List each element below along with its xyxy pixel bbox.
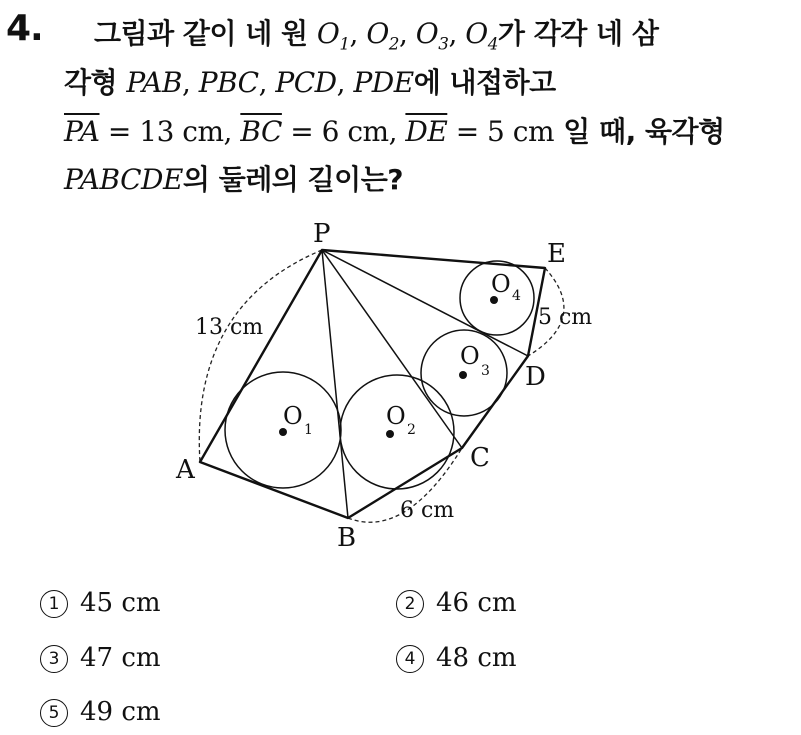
question-line-1: 그림과 같이 네 원 $O_1$, $O_2$, $O_3$, $O_4$가 각각 네 삼 bbox=[94, 17, 659, 54]
choice-3-number: 3 bbox=[40, 645, 68, 673]
choice-2-text: 46 cm bbox=[436, 588, 517, 618]
choice-5-text: 49 cm bbox=[80, 697, 161, 727]
triangle-pde: PDE bbox=[353, 66, 414, 99]
vertex-label-p: P bbox=[313, 219, 331, 249]
question-number: 4. bbox=[6, 8, 43, 49]
question-line-4: PABCDE의 둘레의 길이는? bbox=[64, 163, 403, 196]
circle-o4-name: $O_4$ bbox=[465, 17, 498, 54]
vertex-label-a: A bbox=[176, 455, 195, 485]
triangle-pbc: PBC bbox=[198, 66, 259, 99]
vertex-label-b: B bbox=[337, 523, 357, 553]
circle-o2-name: $O_2$ bbox=[366, 17, 399, 54]
center-label-o2-sub: 2 bbox=[407, 422, 416, 438]
center-label-o4-sub: 4 bbox=[512, 288, 521, 304]
segment-bc: $\overline{BC}$ bbox=[240, 115, 282, 148]
triangle-pcd: PCD bbox=[275, 66, 337, 99]
hexagon-name: PABCDE bbox=[64, 163, 183, 196]
choice-4-text: 48 cm bbox=[436, 643, 517, 673]
circle-o2 bbox=[340, 375, 454, 489]
circle-o3-name: $O_3$ bbox=[415, 17, 449, 54]
center-label-o1: O bbox=[283, 402, 303, 430]
choice-4-number: 4 bbox=[396, 645, 424, 673]
segment-pb bbox=[322, 250, 348, 518]
question-line-3: $\overline{PA} = 13$ cm, $\overline{BC} = 6$ cm, $\overline{DE} = 5$ cm 일 때, 육각형 bbox=[64, 115, 725, 148]
center-dot-o2 bbox=[386, 430, 394, 438]
choice-5-number: 5 bbox=[40, 699, 68, 727]
length-label-pa: 13 cm bbox=[195, 315, 264, 340]
choice-2[interactable] bbox=[396, 588, 517, 618]
triangle-pab: PAB bbox=[126, 66, 182, 99]
center-label-o4: O bbox=[491, 270, 511, 298]
choice-4[interactable] bbox=[396, 643, 517, 673]
choice-1-text: 45 cm bbox=[80, 588, 161, 618]
center-label-o3: O bbox=[460, 342, 480, 370]
center-label-o2: O bbox=[386, 402, 406, 430]
vertex-label-c: C bbox=[470, 443, 490, 473]
question-text: 그림과 같이 네 원 bbox=[94, 17, 317, 50]
segment-bc-value: = 6 cm bbox=[281, 115, 389, 148]
vertex-label-d: D bbox=[525, 362, 546, 392]
segment-pd bbox=[322, 250, 528, 356]
segment-de-value: = 5 cm bbox=[447, 115, 555, 148]
choice-3[interactable] bbox=[40, 643, 161, 673]
segment-pa-value: = 13 cm bbox=[99, 115, 224, 148]
circle-o1-name: $O_1$ bbox=[316, 17, 350, 54]
choice-1[interactable] bbox=[40, 588, 161, 618]
segment-de: $\overline{DE}$ bbox=[405, 115, 448, 148]
question-line-2: 각형 PAB, PBC, PCD, PDE에 내접하고 bbox=[64, 66, 556, 99]
center-label-o3-sub: 3 bbox=[481, 363, 490, 379]
choice-1-number: 1 bbox=[40, 590, 68, 618]
choice-5[interactable] bbox=[40, 697, 161, 727]
length-label-de: 5 cm bbox=[538, 305, 593, 330]
vertex-label-e: E bbox=[547, 239, 566, 269]
center-label-o1-sub: 1 bbox=[304, 422, 313, 438]
choice-3-text: 47 cm bbox=[80, 643, 161, 673]
segment-pa: $\overline{PA}$ bbox=[64, 115, 100, 148]
length-label-bc: 6 cm bbox=[400, 498, 455, 523]
choice-2-number: 2 bbox=[396, 590, 424, 618]
center-dot-o3 bbox=[459, 371, 467, 379]
